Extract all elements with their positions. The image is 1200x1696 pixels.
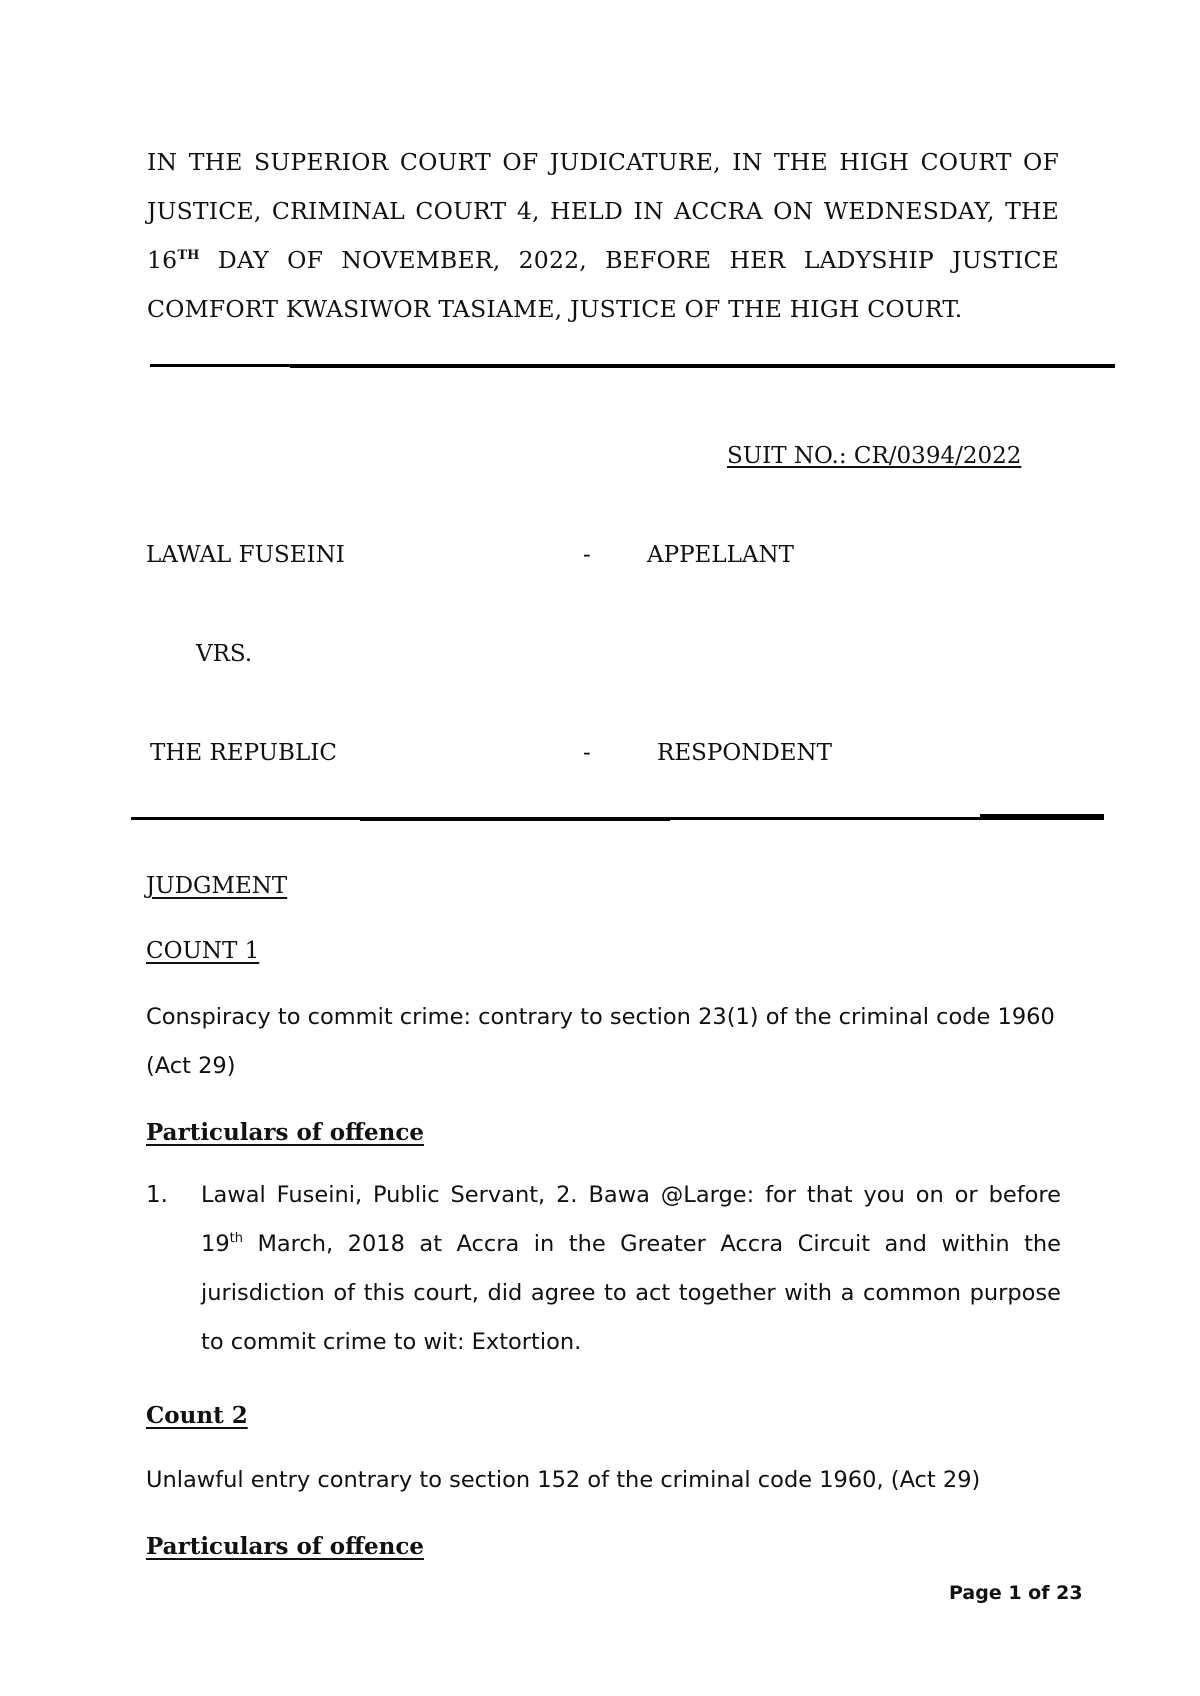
particulars-heading-2: Particulars of offence bbox=[146, 1533, 424, 1560]
judgment-title: JUDGMENT bbox=[146, 873, 288, 899]
parties-divider-segment bbox=[360, 817, 670, 821]
particulars-heading-1: Particulars of offence bbox=[146, 1119, 424, 1146]
header-divider-thick bbox=[290, 364, 1115, 368]
date-suffix: TH bbox=[177, 248, 200, 263]
parties-divider-right bbox=[980, 814, 1104, 818]
respondent-role: RESPONDENT bbox=[657, 740, 833, 766]
item1-text-b: March, 2018 at Accra in the Greater Accra Circuit and within the jurisdiction of this court, did agree to act together with a common purpose to commit crime to wit: Extortion. bbox=[201, 1231, 1061, 1355]
court-header-text: IN THE SUPERIOR COURT OF JUDICATURE, IN THE HIGH COURT OF JUSTICE, CRIMINAL COURT 4, HELD IN ACCRA ON WEDNESDAY, THE 16 bbox=[147, 148, 1059, 274]
item1-text bbox=[201, 1171, 1061, 1367]
item1-number: 1. bbox=[146, 1182, 168, 1208]
respondent-dash: - bbox=[583, 740, 591, 766]
appellant-role: APPELLANT bbox=[647, 542, 794, 568]
item1-suffix: th bbox=[229, 1231, 243, 1246]
appellant-dash: - bbox=[583, 542, 591, 568]
count2-statement: Unlawful entry contrary to section 152 of the criminal code 1960, (Act 29) bbox=[146, 1467, 981, 1493]
suit-number: SUIT NO.: CR/0394/2022 bbox=[727, 443, 1022, 469]
court-header-text-rest: DAY OF NOVEMBER, 2022, BEFORE HER LADYSHIP JUSTICE COMFORT KWASIWOR TASIAME, JUSTICE OF THE HIGH COURT. bbox=[147, 246, 1059, 323]
page-number: Page 1 of 23 bbox=[949, 1582, 1083, 1604]
respondent-name: THE REPUBLIC bbox=[150, 740, 337, 766]
court-header bbox=[147, 138, 1059, 334]
appellant-name: LAWAL FUSEINI bbox=[146, 542, 345, 568]
item1-text-a: Lawal Fuseini, Public Servant, 2. Bawa @Large: for that you on or before 19 bbox=[201, 1182, 1061, 1257]
count2-heading: Count 2 bbox=[146, 1402, 248, 1429]
count1-statement: Conspiracy to commit crime: contrary to section 23(1) of the criminal code 1960 (Act 29) bbox=[146, 1004, 1055, 1079]
count1-heading: COUNT 1 bbox=[146, 938, 260, 964]
versus-label: VRS. bbox=[196, 641, 253, 667]
